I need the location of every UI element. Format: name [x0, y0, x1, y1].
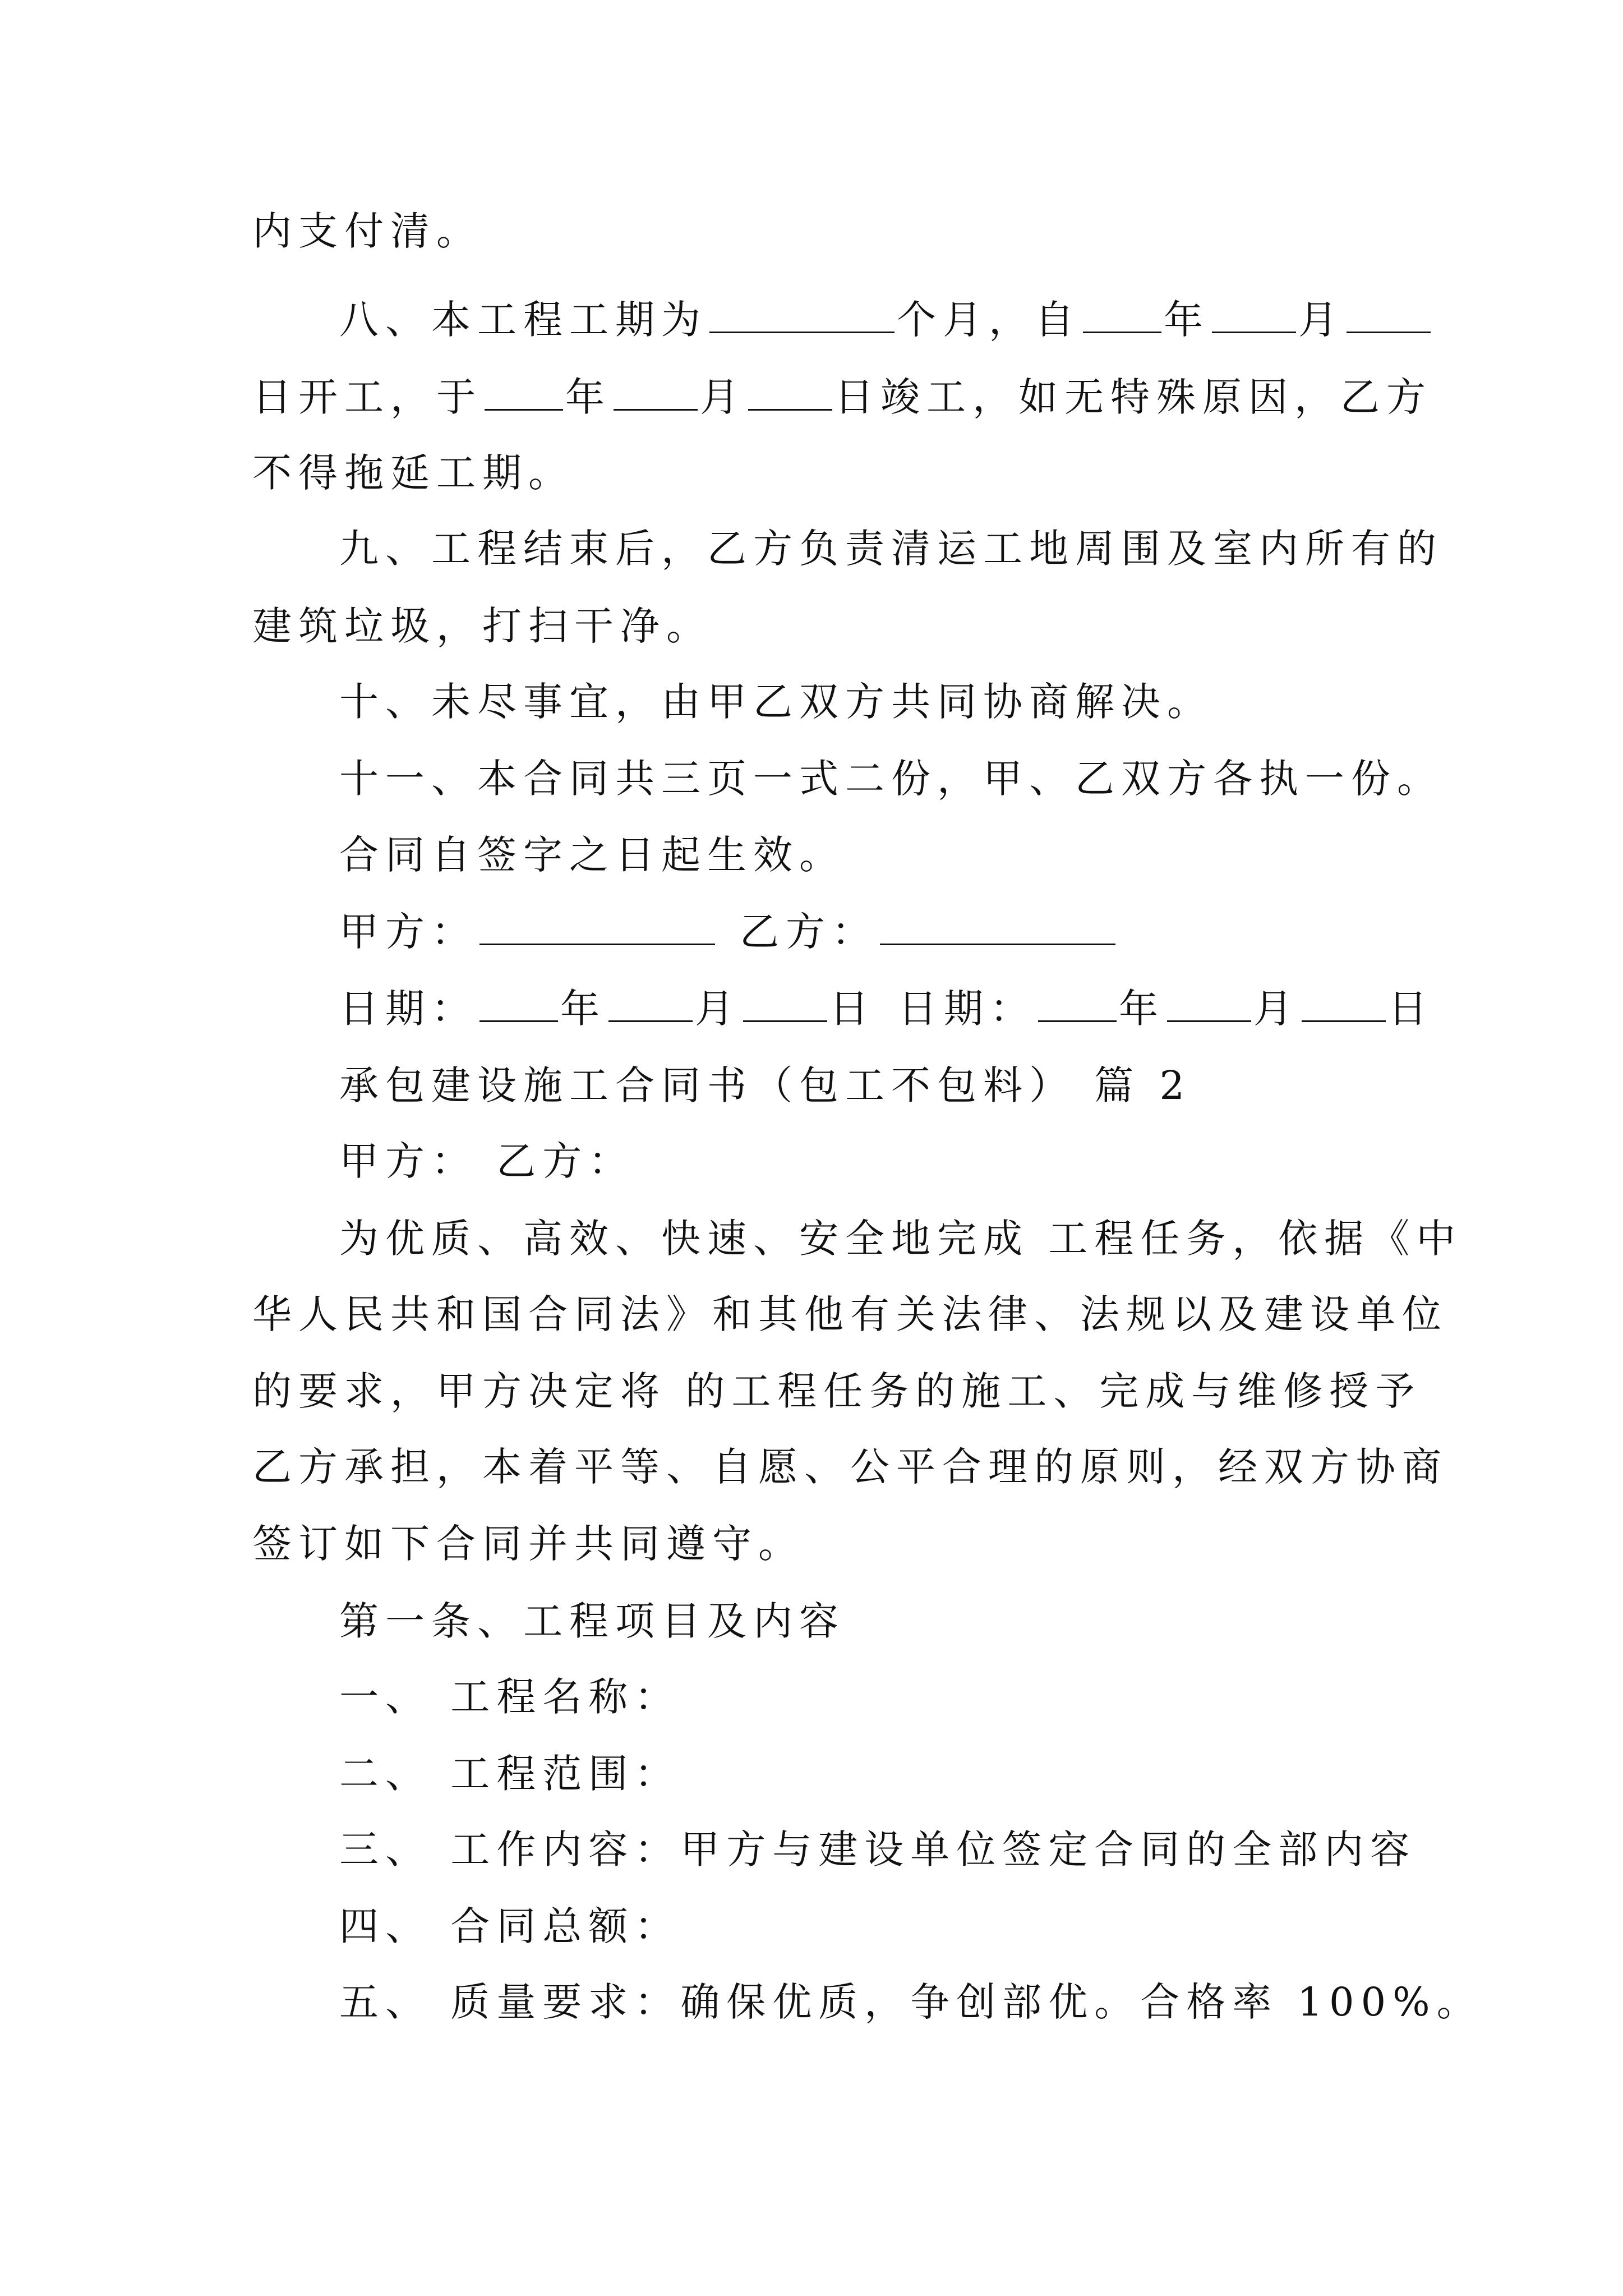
- blank-field: [748, 373, 832, 411]
- clause-8-line-3: 不得拖延工期。: [252, 450, 574, 496]
- item-3: 三、 工作内容：甲方与建设单位签定合同的全部内容: [339, 1826, 1417, 1872]
- blank-field: [1212, 296, 1296, 333]
- party-b-signature-blank: [880, 908, 1115, 945]
- blank-field: [743, 984, 827, 1022]
- item-1: 一、 工程名称：: [339, 1674, 681, 1720]
- blank-field: [614, 373, 698, 411]
- blank-field: [1083, 296, 1161, 333]
- clause-8-line-2: 日开工，于 年 月 日竣工，如无特殊原因，乙方: [252, 374, 1432, 420]
- clause-9-line-2: 建筑垃圾，打扫干净。: [252, 603, 712, 649]
- signature-line: 甲方： 乙方：: [339, 905, 1489, 959]
- party-a-signature-blank: [479, 908, 715, 945]
- effective-clause: 合同自签字之日起生效。: [339, 832, 845, 878]
- blank-field: [1038, 984, 1117, 1022]
- parties-line: 甲方： 乙方：: [339, 1138, 635, 1184]
- blank-field: [709, 296, 895, 333]
- clause-11: 十一、本合同共三页一式二份，甲、乙双方各执一份。: [339, 756, 1443, 802]
- section-heading: 承包建设施工合同书（包工不包料） 篇 2: [339, 1062, 1192, 1108]
- blank-field: [1167, 984, 1251, 1022]
- blank-field: [1302, 984, 1386, 1022]
- preamble-line-2: 华人民共和国合同法》和其他有关法律、法规以及建设单位: [252, 1291, 1448, 1337]
- blank-field: [479, 984, 558, 1022]
- blank-field: [485, 373, 563, 411]
- blank-field: [1347, 296, 1431, 333]
- blank-field: [608, 984, 693, 1022]
- preamble-line-5: 签订如下合同并共同遵守。: [252, 1521, 804, 1567]
- date-line: 日期： 年 月 日 日期： 年 月 日: [339, 986, 1434, 1032]
- item-4: 四、 合同总额：: [339, 1903, 681, 1949]
- clause-8-line-1: 八、本工程工期为 个月，自 年 月: [339, 293, 1489, 347]
- article-1-heading: 第一条、工程项目及内容: [339, 1598, 845, 1644]
- item-5: 五、 质量要求：确保优质，争创部优。合格率 100%。: [339, 1979, 1483, 2025]
- text-line: 内支付清。: [252, 208, 482, 254]
- preamble-line-4: 乙方承担，本着平等、自愿、公平合理的原则，经双方协商: [252, 1444, 1448, 1490]
- preamble-line-3: 的要求，甲方决定将 的工程任务的施工、完成与维修授予: [252, 1368, 1422, 1414]
- preamble-line-1: 为优质、高效、快速、安全地完成 工程任务，依据《中: [339, 1216, 1463, 1262]
- clause-9-line-1: 九、工程结束后，乙方负责清运工地周围及室内所有的: [339, 526, 1443, 572]
- clause-10: 十、未尽事宜，由甲乙双方共同协商解决。: [339, 679, 1213, 725]
- item-2: 二、 工程范围：: [339, 1751, 681, 1797]
